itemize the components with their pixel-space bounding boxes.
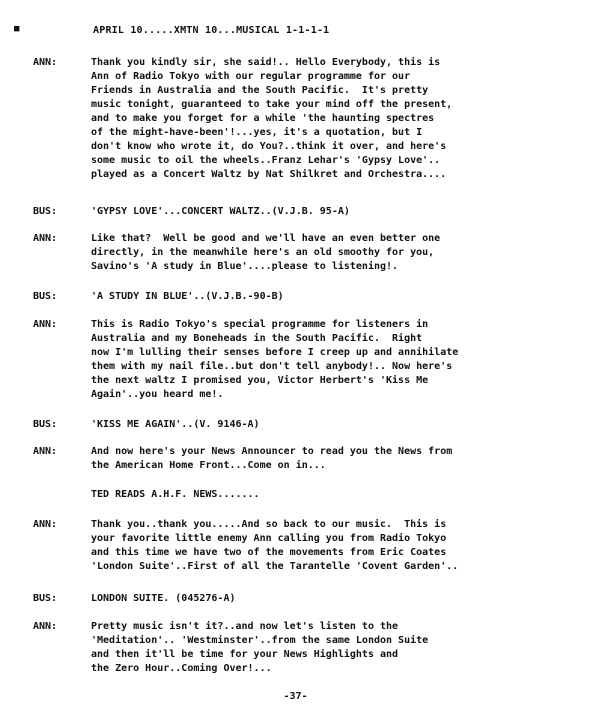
speaker-label: BUS:	[33, 593, 58, 604]
ted-reads-cue: TED READS A.H.F. NEWS.......	[91, 489, 260, 500]
dialogue-line: now I'm lulling their senses before I creep up and annihilate	[91, 347, 459, 358]
dialogue-text	[91, 592, 561, 606]
dialogue-line: And now here's your News Announcer to read you the News from	[91, 446, 453, 457]
speaker-label: ANN:	[33, 233, 58, 244]
speaker-label: BUS:	[33, 291, 58, 302]
dialogue-line: them with my nail file..but don't tell anybody!.. Now here's	[91, 361, 453, 372]
dialogue-text	[91, 232, 561, 274]
dialogue-line: Like that? Well be good and we'll have an even better one	[91, 233, 441, 244]
bullet-mark: ■	[14, 24, 20, 34]
dialogue-line: and then it'll be time for your News Highlights and	[91, 649, 399, 660]
dialogue-line: your favorite little enemy Ann calling you from Radio Tokyo	[91, 533, 447, 544]
dialogue-line: don't know who wrote it, do You?..think it over, and here's	[91, 141, 447, 152]
dialogue-line: directly, in the meanwhile here's an old smoothy for you,	[91, 247, 435, 258]
dialogue-text	[91, 620, 561, 676]
dialogue-line: some music to oil the wheels..Franz Lehar's 'Gypsy Love'..	[91, 155, 441, 166]
speaker-label: ANN:	[33, 621, 58, 632]
dialogue-line: Ann of Radio Tokyo with our regular programme for our	[91, 71, 411, 82]
dialogue-line: music tonight, guaranteed to take your mind off the present,	[91, 99, 453, 110]
dialogue-line: Friends in Australia and the South Pacific. It's pretty	[91, 85, 429, 96]
speaker-label: ANN:	[33, 519, 58, 530]
dialogue-line: of the might-have-been'!...yes, it's a quotation, but I	[91, 127, 423, 138]
dialogue-text	[91, 290, 561, 304]
dialogue-line: 'A STUDY IN BLUE'..(V.J.B.-90-B)	[91, 291, 284, 302]
dialogue-line: Again'..you heard me!.	[91, 389, 224, 400]
speaker-label: ANN:	[33, 319, 58, 330]
dialogue-text	[91, 318, 561, 402]
dialogue-line: Savino's 'A study in Blue'....please to listening!.	[91, 261, 399, 272]
speaker-label: BUS:	[33, 419, 58, 430]
dialogue-line: and to make you forget for a while 'the haunting spectres	[91, 113, 435, 124]
page-number: -37-	[283, 691, 308, 702]
dialogue-text	[91, 418, 561, 432]
speaker-label: ANN:	[33, 446, 58, 457]
dialogue-line: the Zero Hour..Coming Over!...	[91, 663, 272, 674]
dialogue-line: the American Home Front...Come on in...	[91, 460, 326, 471]
dialogue-text	[91, 445, 561, 473]
speaker-label: BUS:	[33, 206, 58, 217]
dialogue-text	[91, 518, 561, 574]
dialogue-line: Thank you..thank you.....And so back to our music. This is	[91, 519, 447, 530]
dialogue-line: This is Radio Tokyo's special programme for listeners in	[91, 319, 429, 330]
dialogue-line: Thank you kindly sir, she said!.. Hello Everybody, this is	[91, 57, 441, 68]
dialogue-line: played as a Concert Waltz by Nat Shilkret and Orchestra....	[91, 169, 447, 180]
dialogue-line: 'Meditation'.. 'Westminster'..from the same London Suite	[91, 635, 429, 646]
dialogue-text	[91, 205, 561, 219]
dialogue-line: 'GYPSY LOVE'...CONCERT WALTZ..(V.J.B. 95-A)	[91, 206, 350, 217]
dialogue-line: the next waltz I promised you, Victor Herbert's 'Kiss Me	[91, 375, 429, 386]
dialogue-line: Pretty music isn't it?..and now let's listen to the	[91, 621, 399, 632]
dialogue-line: and this time we have two of the movements from Eric Coates	[91, 547, 447, 558]
dialogue-line: 'London Suite'..First of all the Tarantelle 'Covent Garden'..	[91, 561, 459, 572]
page-header: APRIL 10.....XMTN 10...MUSICAL 1-1-1-1	[93, 25, 330, 36]
dialogue-line: 'KISS ME AGAIN'..(V. 9146-A)	[91, 419, 260, 430]
dialogue-line: LONDON SUITE. (045276-A)	[91, 593, 236, 604]
speaker-label: ANN:	[33, 57, 58, 68]
dialogue-text	[91, 56, 561, 182]
dialogue-line: Australia and my Boneheads in the South Pacific. Right	[91, 333, 423, 344]
